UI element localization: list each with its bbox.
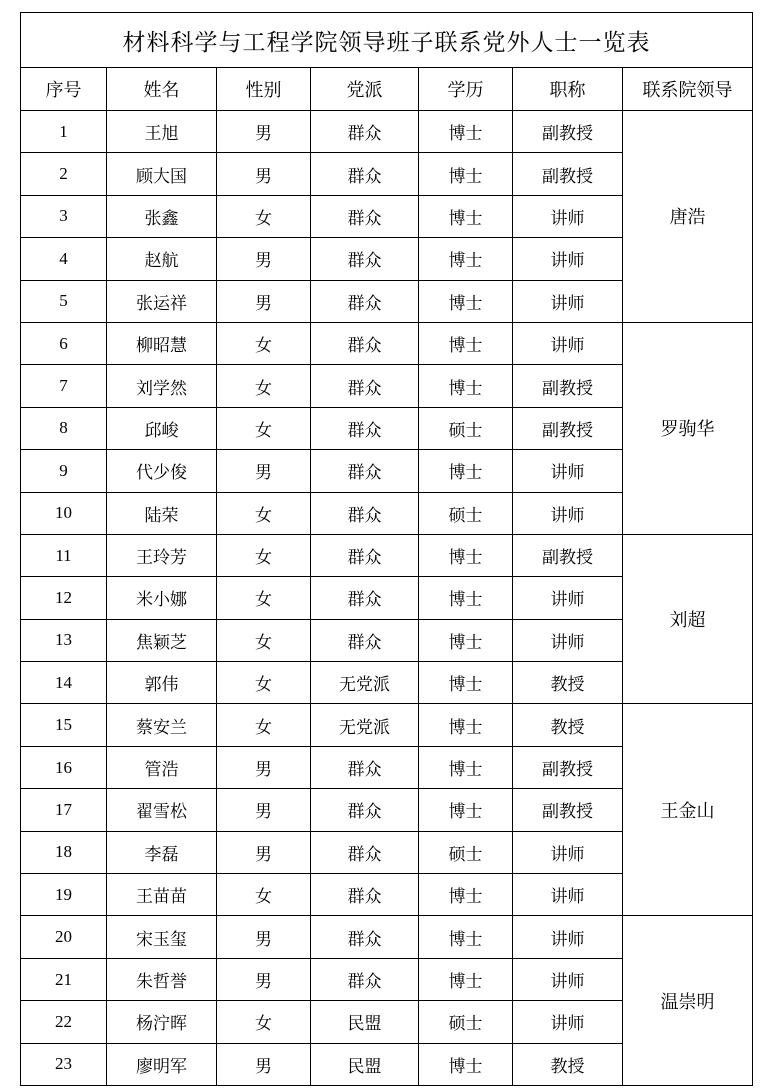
cell-name: 郭伟 xyxy=(107,662,217,704)
cell-index: 21 xyxy=(21,958,107,1000)
cell-gender: 男 xyxy=(217,789,311,831)
cell-index: 14 xyxy=(21,662,107,704)
table-row xyxy=(21,704,753,746)
cell-party: 民盟 xyxy=(311,1043,419,1085)
cell-title: 副教授 xyxy=(513,153,623,195)
cell-name: 张鑫 xyxy=(107,195,217,237)
cell-degree: 博士 xyxy=(419,195,513,237)
cell-title: 副教授 xyxy=(513,534,623,576)
cell-title: 副教授 xyxy=(513,365,623,407)
cell-party: 群众 xyxy=(311,746,419,788)
cell-index: 5 xyxy=(21,280,107,322)
cell-name: 蔡安兰 xyxy=(107,704,217,746)
cell-name: 廖明军 xyxy=(107,1043,217,1085)
cell-gender: 女 xyxy=(217,619,311,661)
cell-index: 16 xyxy=(21,746,107,788)
cell-party: 群众 xyxy=(311,238,419,280)
cell-degree: 博士 xyxy=(419,322,513,364)
cell-gender: 男 xyxy=(217,746,311,788)
cell-degree: 博士 xyxy=(419,111,513,153)
cell-party: 群众 xyxy=(311,322,419,364)
cell-party: 群众 xyxy=(311,619,419,661)
column-header: 序号 xyxy=(21,68,107,111)
cell-index: 12 xyxy=(21,577,107,619)
cell-degree: 博士 xyxy=(419,1043,513,1085)
page-title: 材料科学与工程学院领导班子联系党外人士一览表 xyxy=(21,13,753,68)
cell-gender: 女 xyxy=(217,1001,311,1043)
cell-party: 群众 xyxy=(311,874,419,916)
cell-title: 副教授 xyxy=(513,407,623,449)
cell-title: 副教授 xyxy=(513,789,623,831)
cell-degree: 博士 xyxy=(419,704,513,746)
cell-degree: 博士 xyxy=(419,619,513,661)
cell-degree: 博士 xyxy=(419,958,513,1000)
cell-name: 张运祥 xyxy=(107,280,217,322)
cell-gender: 女 xyxy=(217,704,311,746)
cell-party: 无党派 xyxy=(311,704,419,746)
cell-index: 13 xyxy=(21,619,107,661)
cell-degree: 硕士 xyxy=(419,407,513,449)
cell-index: 7 xyxy=(21,365,107,407)
cell-index: 23 xyxy=(21,1043,107,1085)
cell-gender: 男 xyxy=(217,238,311,280)
cell-index: 15 xyxy=(21,704,107,746)
cell-party: 群众 xyxy=(311,789,419,831)
cell-degree: 硕士 xyxy=(419,492,513,534)
cell-gender: 女 xyxy=(217,534,311,576)
cell-gender: 男 xyxy=(217,916,311,958)
cell-name: 邱峻 xyxy=(107,407,217,449)
cell-party: 群众 xyxy=(311,577,419,619)
cell-gender: 女 xyxy=(217,874,311,916)
cell-degree: 博士 xyxy=(419,577,513,619)
cell-gender: 男 xyxy=(217,153,311,195)
cell-index: 20 xyxy=(21,916,107,958)
table-row xyxy=(21,916,753,958)
cell-title: 讲师 xyxy=(513,619,623,661)
table-row xyxy=(21,534,753,576)
table-header-row xyxy=(21,68,753,111)
cell-index: 18 xyxy=(21,831,107,873)
cell-gender: 女 xyxy=(217,407,311,449)
column-header: 性别 xyxy=(217,68,311,111)
cell-degree: 博士 xyxy=(419,746,513,788)
cell-party: 群众 xyxy=(311,831,419,873)
column-header: 职称 xyxy=(513,68,623,111)
cell-name: 刘学然 xyxy=(107,365,217,407)
cell-degree: 博士 xyxy=(419,280,513,322)
cell-gender: 女 xyxy=(217,662,311,704)
cell-gender: 男 xyxy=(217,831,311,873)
cell-party: 群众 xyxy=(311,450,419,492)
cell-name: 焦颖芝 xyxy=(107,619,217,661)
cell-name: 管浩 xyxy=(107,746,217,788)
cell-gender: 男 xyxy=(217,111,311,153)
column-header: 姓名 xyxy=(107,68,217,111)
cell-index: 2 xyxy=(21,153,107,195)
cell-degree: 博士 xyxy=(419,789,513,831)
cell-title: 讲师 xyxy=(513,492,623,534)
cell-name: 赵航 xyxy=(107,238,217,280)
cell-party: 民盟 xyxy=(311,1001,419,1043)
cell-index: 22 xyxy=(21,1001,107,1043)
cell-gender: 男 xyxy=(217,450,311,492)
cell-party: 群众 xyxy=(311,195,419,237)
cell-degree: 博士 xyxy=(419,153,513,195)
cell-degree: 博士 xyxy=(419,874,513,916)
cell-contact-leader: 温崇明 xyxy=(623,916,753,1086)
table-row xyxy=(21,322,753,364)
column-header: 学历 xyxy=(419,68,513,111)
title-row xyxy=(21,13,753,68)
cell-gender: 女 xyxy=(217,365,311,407)
table-body xyxy=(21,13,753,1086)
cell-title: 讲师 xyxy=(513,831,623,873)
cell-title: 教授 xyxy=(513,662,623,704)
cell-index: 8 xyxy=(21,407,107,449)
cell-degree: 博士 xyxy=(419,662,513,704)
cell-name: 陆荣 xyxy=(107,492,217,534)
cell-party: 群众 xyxy=(311,153,419,195)
cell-degree: 博士 xyxy=(419,534,513,576)
cell-title: 讲师 xyxy=(513,450,623,492)
cell-degree: 硕士 xyxy=(419,831,513,873)
cell-party: 群众 xyxy=(311,280,419,322)
cell-index: 10 xyxy=(21,492,107,534)
table-row xyxy=(21,111,753,153)
cell-name: 朱哲誉 xyxy=(107,958,217,1000)
party-contact-table xyxy=(20,12,753,1086)
cell-contact-leader: 刘超 xyxy=(623,534,753,704)
cell-name: 柳昭慧 xyxy=(107,322,217,364)
cell-name: 李磊 xyxy=(107,831,217,873)
cell-title: 讲师 xyxy=(513,958,623,1000)
cell-index: 17 xyxy=(21,789,107,831)
cell-name: 代少俊 xyxy=(107,450,217,492)
cell-gender: 女 xyxy=(217,492,311,534)
cell-title: 讲师 xyxy=(513,322,623,364)
cell-name: 王苗苗 xyxy=(107,874,217,916)
cell-index: 9 xyxy=(21,450,107,492)
cell-degree: 博士 xyxy=(419,365,513,407)
cell-party: 群众 xyxy=(311,407,419,449)
cell-title: 讲师 xyxy=(513,916,623,958)
cell-name: 杨泞晖 xyxy=(107,1001,217,1043)
cell-title: 教授 xyxy=(513,1043,623,1085)
cell-index: 6 xyxy=(21,322,107,364)
cell-contact-leader: 王金山 xyxy=(623,704,753,916)
cell-gender: 女 xyxy=(217,322,311,364)
cell-index: 3 xyxy=(21,195,107,237)
cell-degree: 博士 xyxy=(419,238,513,280)
cell-title: 教授 xyxy=(513,704,623,746)
cell-degree: 硕士 xyxy=(419,1001,513,1043)
cell-title: 副教授 xyxy=(513,746,623,788)
cell-gender: 男 xyxy=(217,1043,311,1085)
cell-party: 无党派 xyxy=(311,662,419,704)
cell-degree: 博士 xyxy=(419,916,513,958)
cell-degree: 博士 xyxy=(419,450,513,492)
cell-title: 讲师 xyxy=(513,280,623,322)
cell-title: 讲师 xyxy=(513,577,623,619)
cell-gender: 男 xyxy=(217,280,311,322)
cell-gender: 男 xyxy=(217,958,311,1000)
cell-title: 讲师 xyxy=(513,238,623,280)
cell-name: 顾大国 xyxy=(107,153,217,195)
cell-name: 米小娜 xyxy=(107,577,217,619)
cell-party: 群众 xyxy=(311,534,419,576)
cell-title: 讲师 xyxy=(513,195,623,237)
cell-index: 11 xyxy=(21,534,107,576)
cell-party: 群众 xyxy=(311,958,419,1000)
cell-title: 讲师 xyxy=(513,1001,623,1043)
cell-name: 翟雪松 xyxy=(107,789,217,831)
cell-party: 群众 xyxy=(311,492,419,534)
cell-index: 4 xyxy=(21,238,107,280)
cell-name: 宋玉玺 xyxy=(107,916,217,958)
cell-contact-leader: 罗驹华 xyxy=(623,322,753,534)
cell-name: 王旭 xyxy=(107,111,217,153)
cell-gender: 女 xyxy=(217,195,311,237)
cell-name: 王玲芳 xyxy=(107,534,217,576)
cell-contact-leader: 唐浩 xyxy=(623,111,753,323)
cell-title: 讲师 xyxy=(513,874,623,916)
cell-gender: 女 xyxy=(217,577,311,619)
column-header: 党派 xyxy=(311,68,419,111)
cell-title: 副教授 xyxy=(513,111,623,153)
cell-index: 1 xyxy=(21,111,107,153)
cell-index: 19 xyxy=(21,874,107,916)
cell-party: 群众 xyxy=(311,111,419,153)
cell-party: 群众 xyxy=(311,365,419,407)
column-header: 联系院领导 xyxy=(623,68,753,111)
cell-party: 群众 xyxy=(311,916,419,958)
